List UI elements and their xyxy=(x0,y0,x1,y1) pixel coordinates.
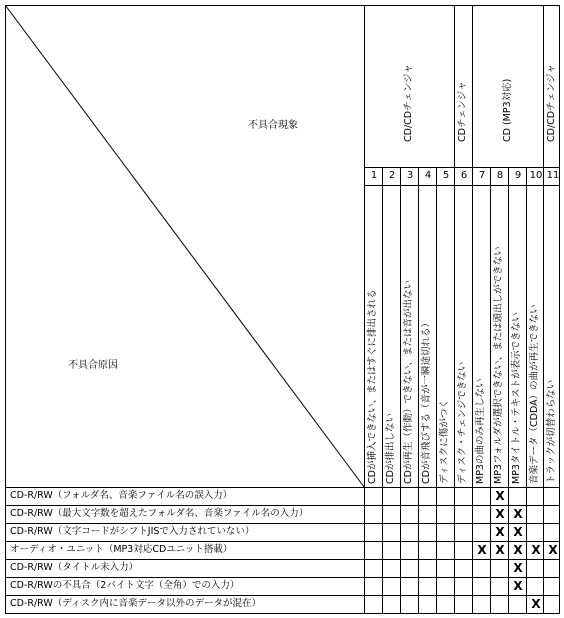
group-label-cd-cdchanger-2: CD/CDチェンジャ xyxy=(546,64,557,142)
symptom-axis-label: 不具合現象 xyxy=(248,120,298,131)
column-number: 5 xyxy=(442,170,450,181)
symptom-header: MP3フォルダが選択できない、または頭出しができない xyxy=(493,246,504,484)
cause-label: CD-R/RW（最大文字数を超えたフォルダ名、音楽ファイル名の入力） xyxy=(10,508,309,519)
column-number: 1 xyxy=(370,170,378,181)
column-number: 11 xyxy=(546,170,560,181)
column-number: 10 xyxy=(529,170,543,181)
symptom-header: MP3タイトル・テキストが表示できない xyxy=(511,312,522,484)
symptom-header: ディスクに傷がつく xyxy=(439,399,450,484)
symptom-header: ディスク・チェンジできない xyxy=(457,361,468,484)
mark-cell: X xyxy=(513,561,523,575)
column-number: 4 xyxy=(424,170,432,181)
mark-cell: X xyxy=(495,543,505,557)
mark-cell: X xyxy=(495,507,505,521)
cause-label: CD-R/RW（ディスク内に音楽データ以外のデータが混在） xyxy=(10,598,262,609)
symptom-header: トラックが切替わらない xyxy=(546,379,557,484)
group-label-cd-mp3: CD (MP3対応) xyxy=(502,78,513,142)
mark-cell: X xyxy=(531,597,541,611)
column-number: 9 xyxy=(514,170,522,181)
symptom-header: CDが再生（作動）できない、または音が出ない xyxy=(403,280,414,484)
symptom-header: CDが音飛びする（音が一瞬途切れる） xyxy=(421,318,432,484)
mark-cell: X xyxy=(513,525,523,539)
cause-axis-label: 不具合原因 xyxy=(68,360,118,371)
mark-cell: X xyxy=(477,543,487,557)
mark-cell: X xyxy=(513,579,523,593)
cause-label: オーディオ・ユニット（MP3対応CDユニット搭載） xyxy=(10,544,233,555)
symptom-header: CDが排出しない xyxy=(385,413,396,484)
mark-cell: X xyxy=(495,525,505,539)
column-number: 8 xyxy=(496,170,504,181)
cause-label: CD-R/RW（文字コードがシフトJISで入力されていない） xyxy=(10,526,255,537)
mark-cell: X xyxy=(548,543,558,557)
symptom-header: MP3の曲のみ再生しない xyxy=(475,378,486,484)
mark-cell: X xyxy=(495,489,505,503)
cause-label: CD-R/RW（タイトル未入力） xyxy=(10,562,139,573)
mark-cell: X xyxy=(513,507,523,521)
cause-label: CD-R/RW（フォルダ名、音楽ファイル名の誤入力） xyxy=(10,490,233,501)
cause-label: CD-R/RWの不具合（2バイト文字（全角）での入力） xyxy=(10,580,240,591)
symptom-header: CDが挿入できない、またはすぐに排出される xyxy=(367,289,378,484)
symptom-header: 音楽データ（CDDA）の曲が再生できない xyxy=(529,304,540,484)
column-number: 6 xyxy=(460,170,468,181)
column-number: 2 xyxy=(388,170,396,181)
column-number: 7 xyxy=(478,170,486,181)
column-number: 3 xyxy=(406,170,414,181)
mark-cell: X xyxy=(531,543,541,557)
group-label-cdchanger: CDチェンジャ xyxy=(457,81,468,142)
group-label-cd-cdchanger: CD/CDチェンジャ xyxy=(403,64,414,142)
mark-cell: X xyxy=(513,543,523,557)
